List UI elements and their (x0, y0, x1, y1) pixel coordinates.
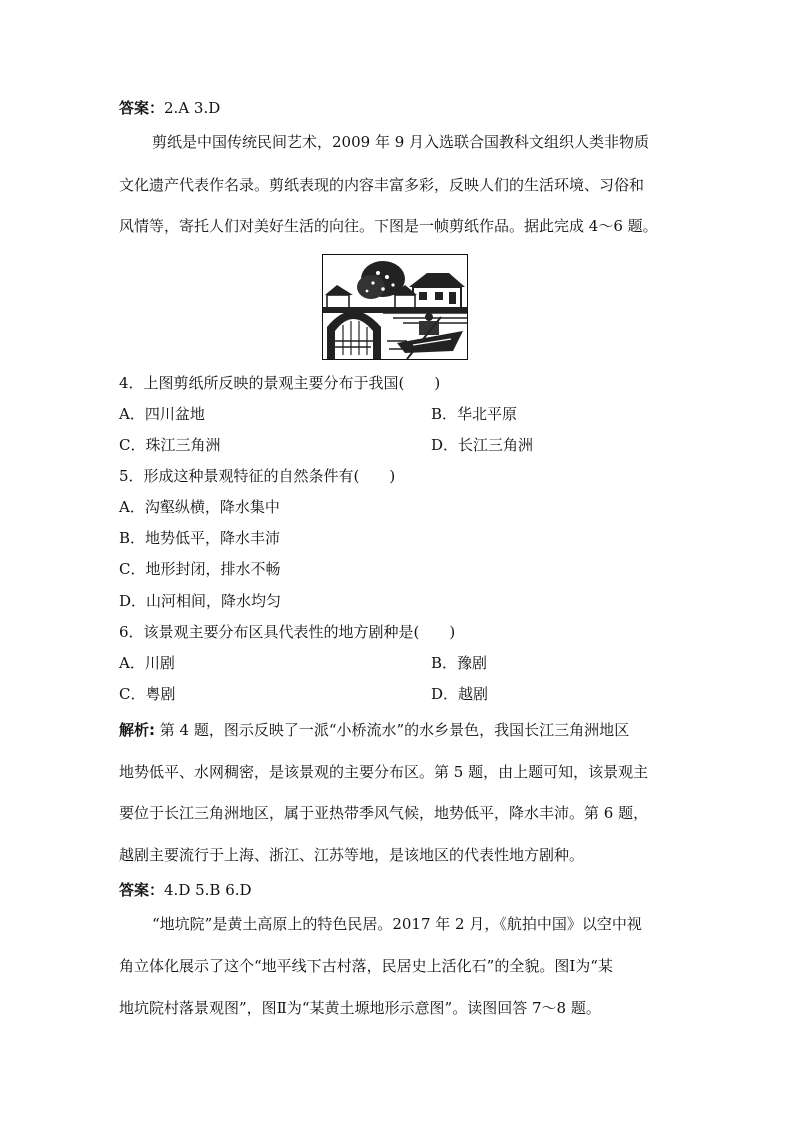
analysis-line-4: 越剧主要流行于上海、浙江、江苏等地，是该地区的代表性地方剧种。 (119, 846, 585, 864)
analysis-text-1: 第 4 题，图示反映了一派“小桥流水”的水乡景色，我国长江三角洲地区 (155, 721, 630, 739)
answer-line-4-6 (119, 880, 252, 900)
question-4-option-c: C．珠江三角洲 (119, 436, 221, 454)
answer-line-2-3 (119, 98, 220, 118)
question-4-option-d: D．长江三角洲 (431, 436, 534, 454)
question-6-option-b: B．豫剧 (431, 654, 488, 672)
passage-1-line-3: 风情等，寄托人们对美好生活的向往。下图是一帧剪纸作品。据此完成 4～6 题。 (119, 217, 658, 235)
passage-1-line-2: 文化遗产代表作名录。剪纸表现的内容丰富多彩，反映人们的生活环境、习俗和 (119, 176, 645, 194)
question-6-option-c: C．粤剧 (119, 685, 176, 703)
question-4-stem: 4．上图剪纸所反映的景观主要分布于我国( ) (119, 374, 441, 392)
passage-1-line-1: 剪纸是中国传统民间艺术，2009 年 9 月入选联合国教科文组织人类非物质 (152, 133, 650, 151)
question-6-stem: 6．该景观主要分布区具代表性的地方剧种是( ) (119, 623, 456, 641)
paper-cut-bridge-image (322, 254, 468, 360)
analysis-line-2: 地势低平、水网稠密，是该景观的主要分布区。第 5 题，由上题可知，该景观主 (119, 763, 649, 781)
passage-2-line-3: 地坑院村落景观图”，图Ⅱ为“某黄土塬地形示意图”。读图回答 7～8 题。 (119, 999, 601, 1017)
analysis-line-3: 要位于长江三角洲地区，属于亚热带季风气候，地势低平，降水丰沛。第 6 题， (119, 804, 649, 822)
question-6-option-a: A．川剧 (119, 654, 175, 672)
question-5-option-a: A．沟壑纵横，降水集中 (119, 498, 280, 516)
question-5-option-d: D．山河相间，降水均匀 (119, 592, 282, 610)
question-6-option-d: D．越剧 (431, 685, 489, 703)
question-4-option-a: A．四川盆地 (119, 405, 205, 423)
question-4-option-b: B．华北平原 (431, 405, 518, 423)
question-5-option-c: C．地形封闭，排水不畅 (119, 560, 281, 578)
question-5-stem: 5．形成这种景观特征的自然条件有( ) (119, 467, 396, 485)
answer-label-2: 答案： (119, 881, 165, 899)
answer-text: 2.A 3.D (164, 99, 221, 117)
question-5-option-b: B．地势低平，降水丰沛 (119, 529, 281, 547)
analysis-line-1 (119, 720, 629, 740)
analysis-label: 解析: (119, 721, 155, 739)
answer-text-2: 4.D 5.B 6.D (164, 881, 252, 899)
passage-2-line-2: 角立体化展示了这个“地平线下古村落，民居史上活化石”的全貌。图Ⅰ为“某 (119, 957, 613, 975)
answer-label: 答案： (119, 99, 165, 117)
passage-2-line-1: “地坑院”是黄土高原上的特色民居。2017 年 2 月，《航拍中国》以空中视 (152, 915, 642, 933)
